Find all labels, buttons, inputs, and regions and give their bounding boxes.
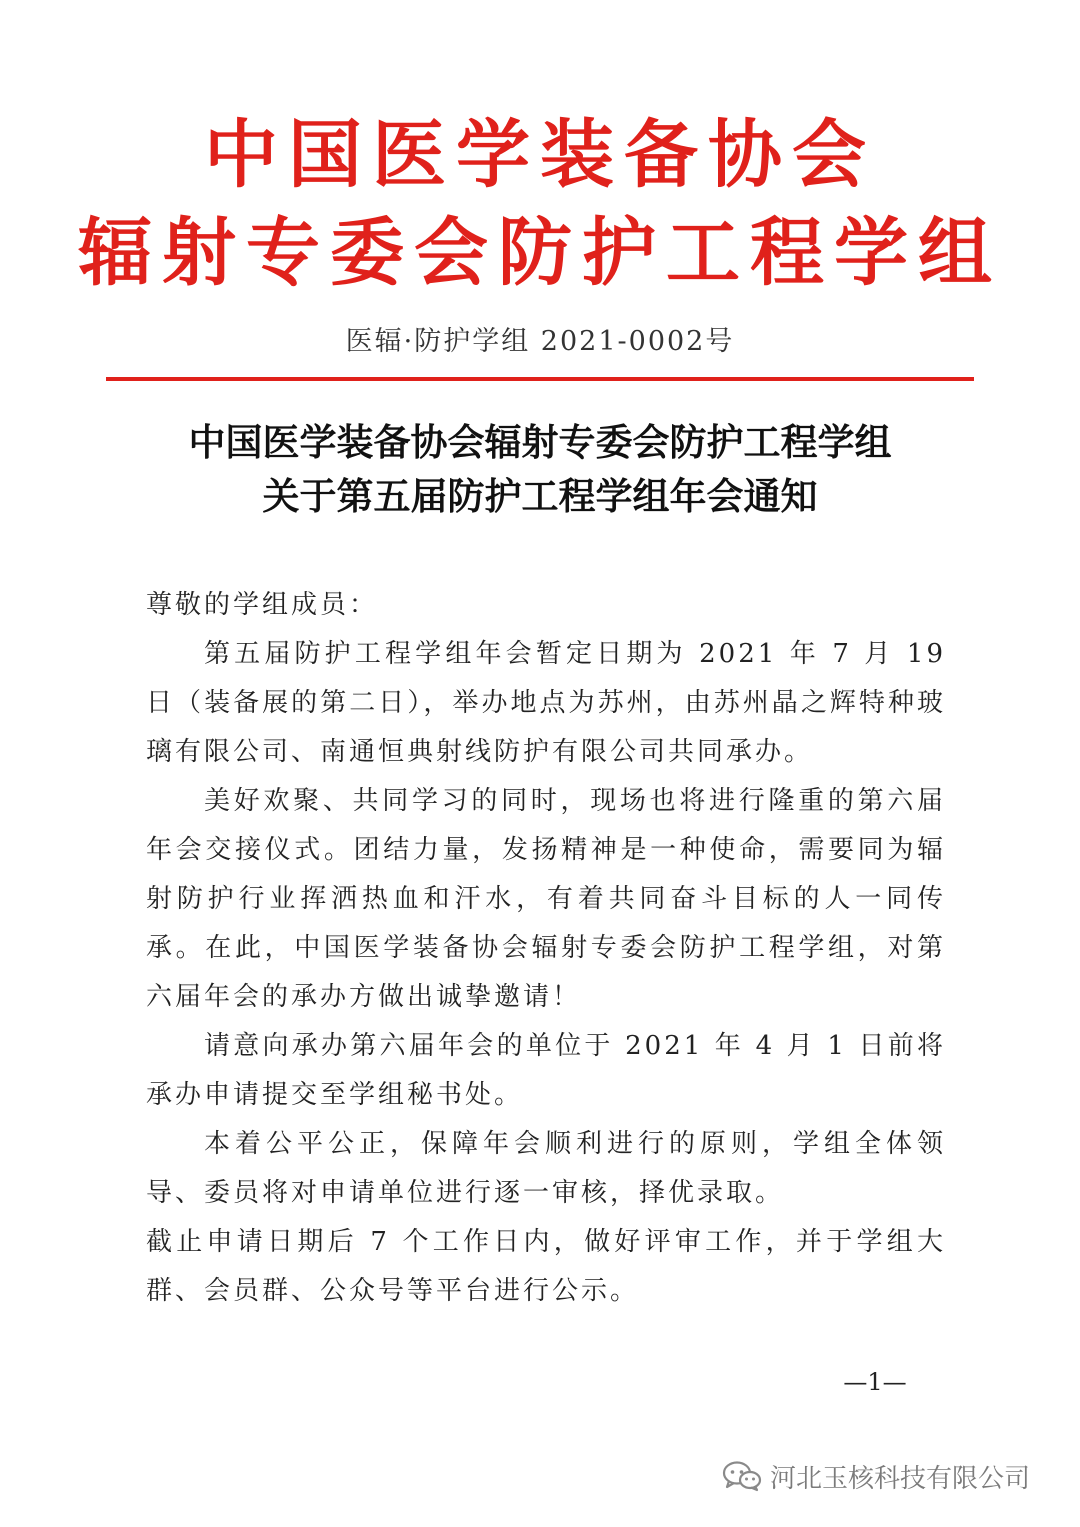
- body-paragraph-3: 请意向承办第六届年会的单位于 2021 年 4 月 1 日前将承办申请提交至学组秘书处。: [146, 1031, 946, 1110]
- body-paragraph-4: 本着公平公正，保障年会顺利进行的原则，学组全体领导、委员将对申请单位进行逐一审核，择优录取。: [146, 1129, 946, 1208]
- body-paragraph-1: 第五届防护工程学组年会暂定日期为 2021 年 7 月 19 日（装备展的第二日），举办地点为苏州，由苏州晶之辉特种玻璃有限公司、南通恒典射线防护有限公司共同承办。: [146, 639, 946, 767]
- page-number: —1—: [843, 1368, 907, 1396]
- body-paragraph-5: 截止申请日期后 7 个工作日内，做好评审工作，并于学组大群、会员群、公众号等平台进行公示。: [146, 1227, 946, 1306]
- salutation: 尊敬的学组成员：: [146, 590, 379, 620]
- document-number: 医辐·防护学组 2021-0002号: [345, 326, 735, 357]
- letterhead-line-2: 辐射专委会防护工程学组: [78, 210, 1002, 296]
- letterhead-line-1: 中国医学装备协会: [204, 112, 876, 198]
- notice-title-line-2: 关于第五届防护工程学组年会通知: [262, 475, 818, 518]
- body-paragraph-2: 美好欢聚、共同学习的同时，现场也将进行隆重的第六届年会交接仪式。团结力量，发扬精神是一种使命，需要同为辐射防护行业挥洒热血和汗水，有着共同奋斗目标的人一同传承。在此，中国医学装备协会辐射专委会防护工程学组，对第六届年会的承办方做出诚挚邀请！: [146, 786, 946, 1012]
- wechat-icon: [722, 1460, 762, 1492]
- watermark-text: 河北玉核科技有限公司: [770, 1463, 1031, 1494]
- account-watermark: [722, 1456, 1030, 1496]
- red-divider-rule: [106, 377, 974, 381]
- notice-title-line-1: 中国医学装备协会辐射专委会防护工程学组: [188, 421, 892, 464]
